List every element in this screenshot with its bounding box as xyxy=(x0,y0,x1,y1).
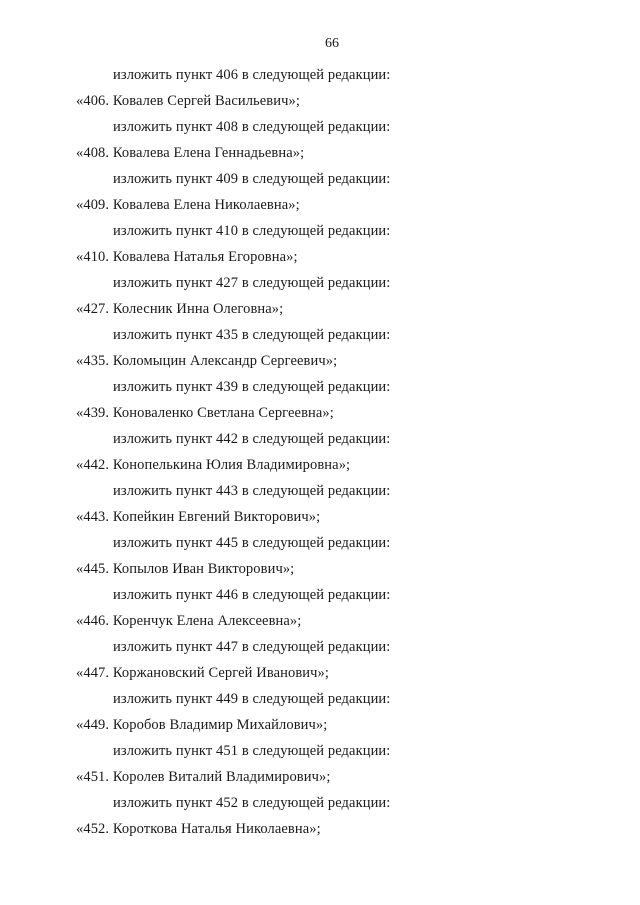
entry-line: «408. Ковалева Елена Геннадьевна»; xyxy=(76,145,305,161)
instruction-line: изложить пункт 439 в следующей редакции: xyxy=(113,379,391,395)
instruction-line: изложить пункт 442 в следующей редакции: xyxy=(113,431,391,447)
instruction-line: изложить пункт 408 в следующей редакции: xyxy=(113,119,391,135)
instruction-line: изложить пункт 449 в следующей редакции: xyxy=(113,691,391,707)
instruction-line: изложить пункт 451 в следующей редакции: xyxy=(113,743,391,759)
instruction-line: изложить пункт 447 в следующей редакции: xyxy=(113,639,391,655)
entry-line: «452. Короткова Наталья Николаевна»; xyxy=(76,821,321,837)
entry-line: «449. Коробов Владимир Михайлович»; xyxy=(76,717,328,733)
entry-line: «406. Ковалев Сергей Васильевич»; xyxy=(76,93,300,109)
instruction-line: изложить пункт 446 в следующей редакции: xyxy=(113,587,391,603)
instruction-line: изложить пункт 409 в следующей редакции: xyxy=(113,171,391,187)
entry-line: «445. Копылов Иван Викторович»; xyxy=(76,561,295,577)
instruction-line: изложить пункт 443 в следующей редакции: xyxy=(113,483,391,499)
instruction-line: изложить пункт 410 в следующей редакции: xyxy=(113,223,391,239)
entry-line: «443. Копейкин Евгений Викторович»; xyxy=(76,509,321,525)
instruction-line: изложить пункт 435 в следующей редакции: xyxy=(113,327,391,343)
entry-line: «409. Ковалева Елена Николаевна»; xyxy=(76,197,300,213)
entry-line: «446. Коренчук Елена Алексеевна»; xyxy=(76,613,302,629)
entry-line: «410. Ковалева Наталья Егоровна»; xyxy=(76,249,298,265)
entry-line: «451. Королев Виталий Владимирович»; xyxy=(76,769,331,785)
instruction-line: изложить пункт 427 в следующей редакции: xyxy=(113,275,391,291)
entry-line: «435. Коломыцин Александр Сергеевич»; xyxy=(76,353,338,369)
instruction-line: изложить пункт 445 в следующей редакции: xyxy=(113,535,391,551)
entry-line: «442. Конопелькина Юлия Владимировна»; xyxy=(76,457,351,473)
document-body xyxy=(0,62,640,842)
page-number: 66 xyxy=(325,36,339,51)
instruction-line: изложить пункт 406 в следующей редакции: xyxy=(113,67,391,83)
instruction-line: изложить пункт 452 в следующей редакции: xyxy=(113,795,391,811)
entry-line: «439. Коноваленко Светлана Сергеевна»; xyxy=(76,405,334,421)
entry-line: «447. Коржановский Сергей Иванович»; xyxy=(76,665,330,681)
entry-line: «427. Колесник Инна Олеговна»; xyxy=(76,301,284,317)
